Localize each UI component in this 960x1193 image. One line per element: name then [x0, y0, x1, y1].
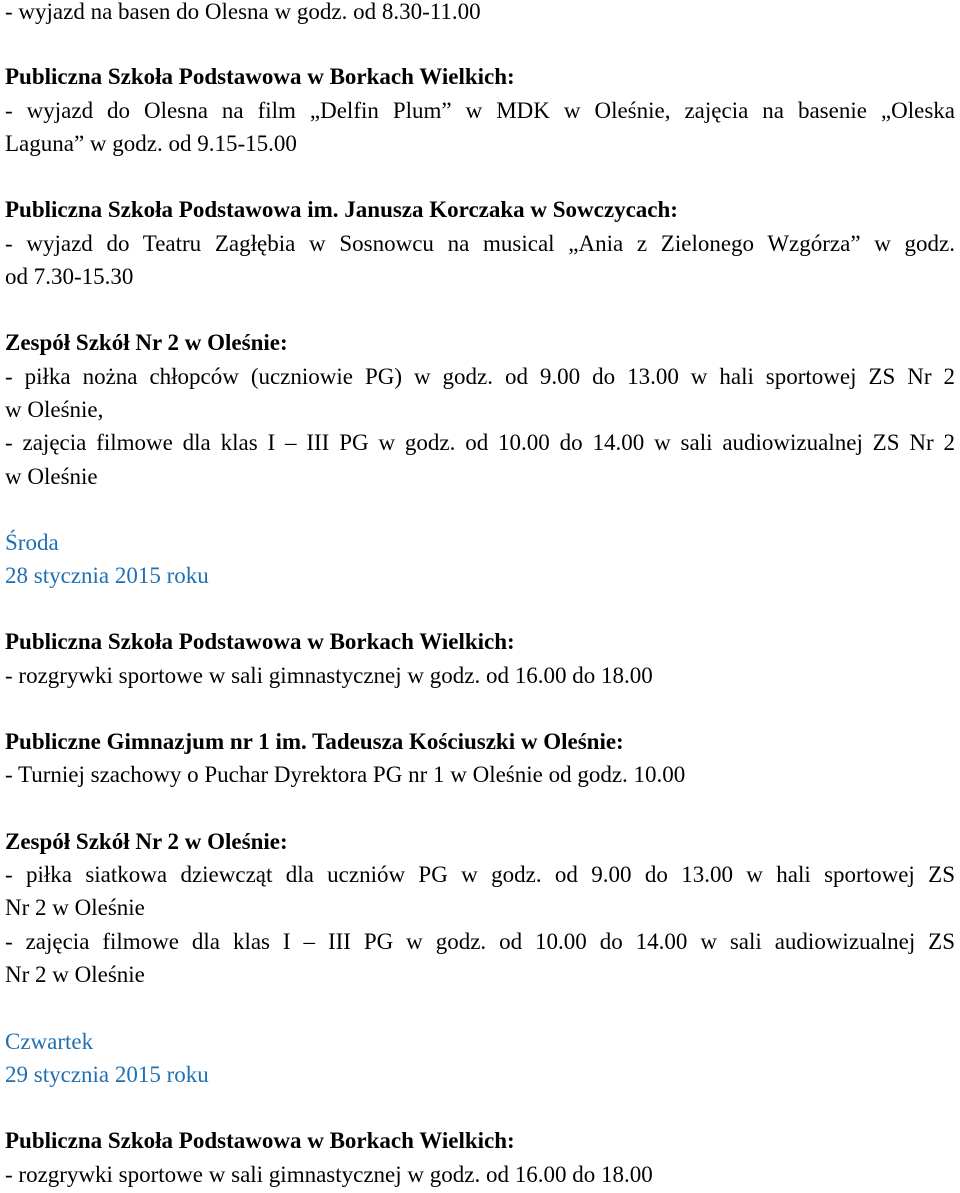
activity-line: - Turniej szachowy o Puchar Dyrektora PG nr 1 w Oleśnie od godz. 10.00 — [5, 762, 686, 787]
school-heading: Publiczna Szkoła Podstawowa w Borkach Wielkich: — [5, 64, 515, 89]
activity-line: - wyjazd do Olesna na film „Delfin Plum” w MDK w Oleśnie, zajęcia na basenie „Oleska — [5, 98, 955, 123]
school-heading: Publiczna Szkoła Podstawowa im. Janusza Korczaka w Sowczycach: — [5, 197, 678, 222]
activity-line: Nr 2 w Oleśnie — [5, 962, 145, 987]
activity-line: - wyjazd do Teatru Zagłębia w Sosnowcu na musical „Ania z Zielonego Wzgórza” w godz. — [5, 231, 955, 256]
activity-line: w Oleśnie — [5, 464, 98, 489]
day-heading: Czwartek — [5, 1029, 94, 1054]
activity-line: w Oleśnie, — [5, 397, 104, 422]
date-heading: 28 stycznia 2015 roku — [5, 563, 209, 588]
date-heading: 29 stycznia 2015 roku — [5, 1062, 209, 1087]
activity-line: - wyjazd na basen do Olesna w godz. od 8.30-11.00 — [5, 0, 481, 24]
school-heading: Zespół Szkół Nr 2 w Oleśnie: — [5, 829, 288, 854]
day-heading: Środa — [5, 530, 59, 555]
activity-line: Laguna” w godz. od 9.15-15.00 — [5, 131, 297, 156]
activity-line: - zajęcia filmowe dla klas I – III PG w godz. od 10.00 do 14.00 w sali audiowizualnej ZS Nr 2 — [5, 430, 955, 455]
activity-line: od 7.30-15.30 — [5, 264, 134, 289]
activity-line: - piłka nożna chłopców (uczniowie PG) w godz. od 9.00 do 13.00 w hali sportowej ZS Nr 2 — [5, 364, 955, 389]
activity-line: - piłka siatkowa dziewcząt dla uczniów PG w godz. od 9.00 do 13.00 w hali sportowej ZS — [5, 862, 955, 887]
activity-line: - rozgrywki sportowe w sali gimnastycznej w godz. od 16.00 do 18.00 — [5, 1162, 653, 1187]
activity-line: Nr 2 w Oleśnie — [5, 895, 145, 920]
activity-line: - zajęcia filmowe dla klas I – III PG w godz. od 10.00 do 14.00 w sali audiowizualnej ZS — [5, 929, 955, 954]
school-heading: Publiczna Szkoła Podstawowa w Borkach Wielkich: — [5, 1128, 515, 1153]
school-heading: Publiczna Szkoła Podstawowa w Borkach Wielkich: — [5, 629, 515, 654]
school-heading: Publiczne Gimnazjum nr 1 im. Tadeusza Kościuszki w Oleśnie: — [5, 729, 624, 754]
school-heading: Zespół Szkół Nr 2 w Oleśnie: — [5, 330, 288, 355]
activity-line: - rozgrywki sportowe w sali gimnastycznej w godz. od 16.00 do 18.00 — [5, 663, 653, 688]
